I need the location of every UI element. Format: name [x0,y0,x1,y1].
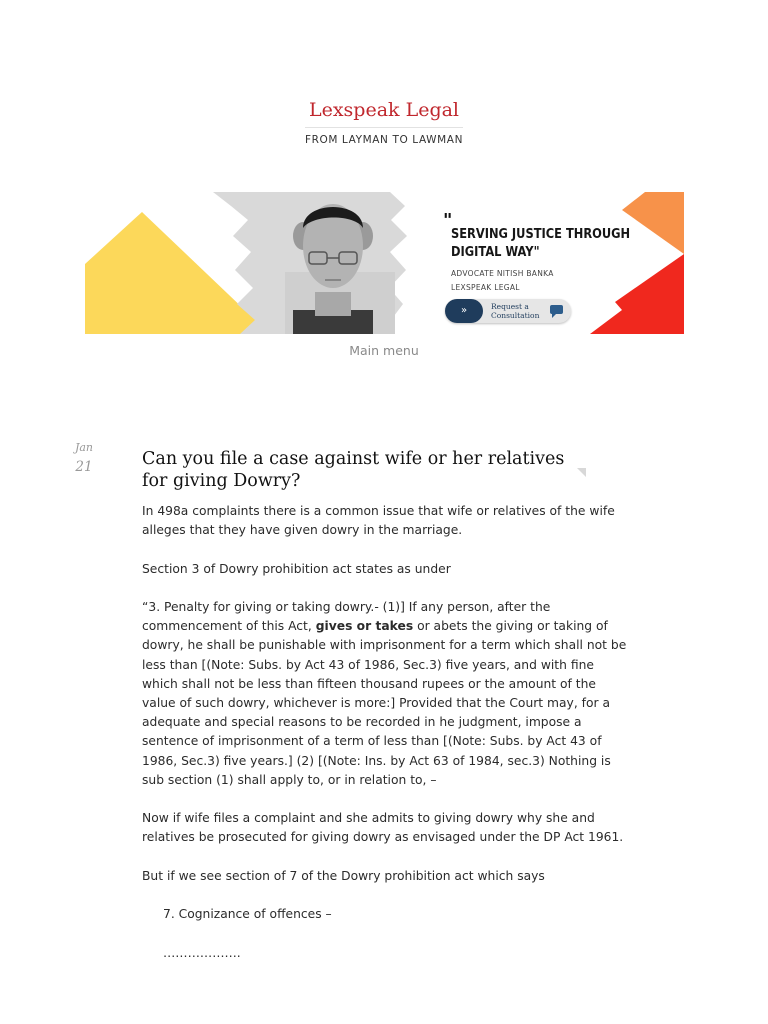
banner-author-name: ADVOCATE NITISH BANKA [451,269,554,278]
banner-quote-mark: " [443,210,453,231]
post-paragraph-quote [142,598,628,790]
quote-text-before: “3. Penalty for giving or taking dowry.- (1)] If any person, after the commencement of this Act, [142,599,551,634]
banner-headline [451,226,631,262]
banner-orange-shape [622,192,684,254]
post-paragraph: But if we see section of 7 of the Dowry prohibition act which says [142,868,545,883]
chat-bubble-icon [550,305,563,314]
main-menu-toggle[interactable]: Main menu [349,343,419,358]
header-banner [85,192,684,334]
title-divider [305,127,463,128]
quote-text-after: or abets the giving or taking of dowry, he shall be punishable with imprisonment for a term which shall not be less than [(Note: Subs. by Act 43 of 1986, Sec.3) five years, and with fine which shall not be less than fifteen thousand rupees or the amount of the value of such dowry, whichever is more:] Provided that the Court may, for a adequate and special reasons to be recorded in he judgment, impose a sentence of imprisonment of a term of less than [(Note: Subs. by Act 43 of 1986, Sec.3) five years.] (2) [(Note: Ins. by Act 63 of 1984, sec.3) Nothing is sub section (1) shall apply to, or in relation to, – [142,619,627,787]
post-title[interactable]: Can you file a case against wife or her relatives for giving Dowry? [142,449,565,491]
post-paragraph-indented: 7. Cognizance of offences – [163,907,332,922]
banner-headline-line2: DIGITAL WAY" [451,245,540,260]
banner-author-org: LEXSPEAK LEGAL [451,283,520,292]
banner-artwork [85,192,684,334]
request-consultation-button[interactable] [445,299,571,323]
request-consultation-label: Request a Consultation [491,302,540,320]
banner-headline-line1: SERVING JUSTICE THROUGH [451,227,631,242]
site-tagline: FROM LAYMAN TO LAWMAN [304,134,464,146]
banner-author [451,267,554,295]
post-paragraph: Now if wife files a complaint and she admits to giving dowry why she and relatives be prosecuted for giving dowry as envisaged under the DP Act 1961. [142,811,624,845]
post-paragraph-indented: ………………. [163,945,241,960]
post-paragraph: Section 3 of Dowry prohibition act states as under [142,561,451,576]
site-title-link[interactable]: Lexspeak Legal [308,99,460,121]
quote-bold-text: gives or takes [315,619,414,634]
post-corner-marker-icon [577,468,586,477]
banner-red-shape [590,254,684,334]
double-chevron-right-icon: » [445,299,483,323]
post-content [142,502,628,982]
post-date-month: Jan [74,441,94,454]
post-date-day: 21 [75,459,93,475]
post-paragraph: In 498a complaints there is a common issue that wife or relatives of the wife alleges that they have given dowry in the marriage. [142,504,615,538]
